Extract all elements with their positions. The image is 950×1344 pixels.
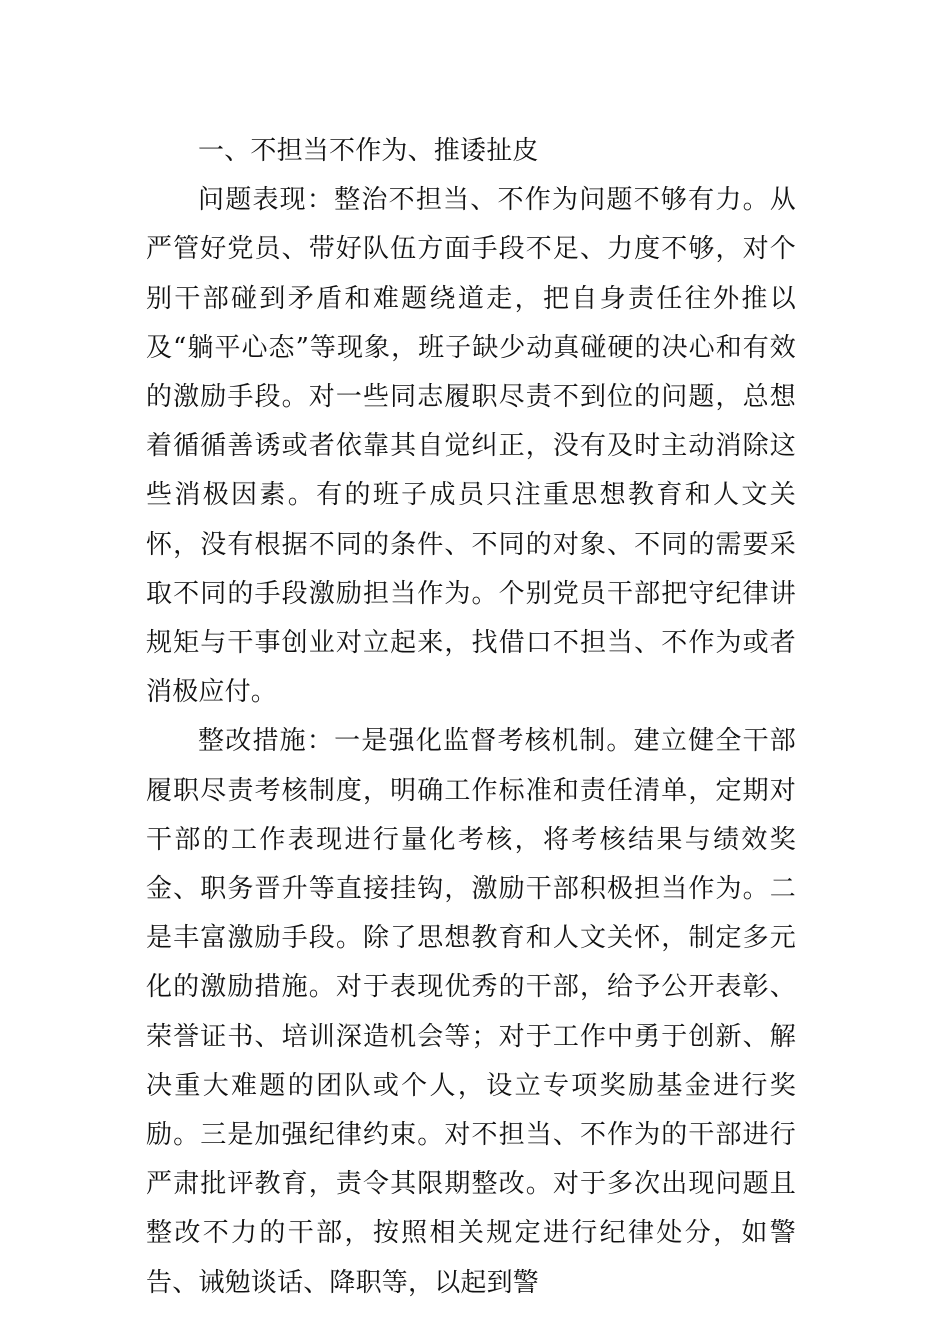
paragraph-problem-description: 问题表现：整治不担当、不作为问题不够有力。从严管好党员、带好队伍方面手段不足、力度不够，对个别干部碰到矛盾和难题绕道走，把自身责任往外推以及“躺平心态”等现象，班子缺少动真碰硬的决心和有效的激励手段。对一些同志履职尽责不到位的问题，总想着循循善诱或者依靠其自觉纠正，没有及时主动消除这些消极因素。有的班子成员只注重思想教育和人文关怀，没有根据不同的条件、不同的对象、不同的需要采取不同的手段激励担当作为。个别党员干部把守纪律讲规矩与干事创业对立起来，找借口不担当、不作为或者消极应付。 <box>146 185 796 708</box>
document-body <box>146 127 796 1308</box>
paragraph-rectification-measures: 整改措施：一是强化监督考核机制。建立健全干部履职尽责考核制度，明确工作标准和责任清单，定期对干部的工作表现进行量化考核，将考核结果与绩效奖金、职务晋升等直接挂钩，激励干部积极担当作为。二是丰富激励手段。除了思想教育和人文关怀，制定多元化的激励措施。对于表现优秀的干部，给予公开表彰、荣誉证书、培训深造机会等；对于工作中勇于创新、解决重大难题的团队或个人，设立专项奖励基金进行奖励。三是加强纪律约束。对不担当、不作为的干部进行严肃批评教育，责令其限期整改。对于多次出现问题且整改不力的干部，按照相关规定进行纪律处分，如警告、诫勉谈话、降职等，以起到警 <box>146 726 796 1298</box>
section-heading: 一、不担当不作为、推诿扯皮 <box>198 136 539 166</box>
